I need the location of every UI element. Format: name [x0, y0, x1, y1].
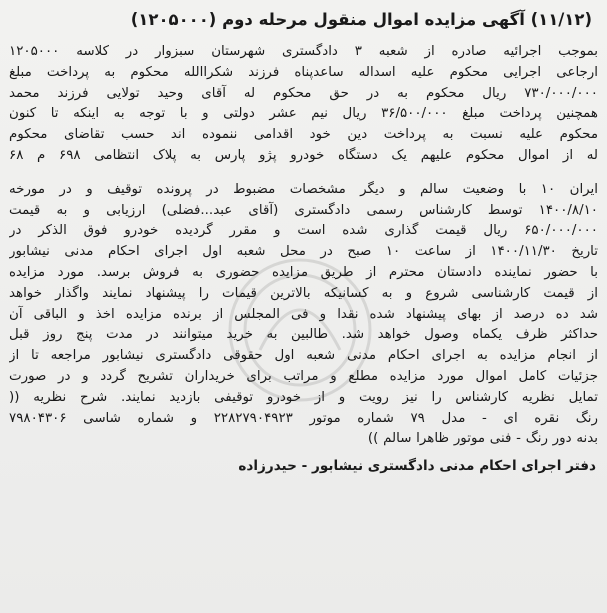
notice-line: بدنه دور رنگ - فنی موتور ظاهرا سالم )): [367, 431, 598, 447]
notice-line: له از اموال محکوم علیهم یک دستگاه خودرو پژو پارس به پلاک انتظامی ۶۹۸ م ۶۸: [9, 147, 598, 163]
notice-line: بموجب اجرائیه صادره از شعبه ۳ دادگستری شهرستان سبزوار در کلاسه ۱۲۰۵۰۰۰: [9, 44, 598, 59]
notice-line: ۱۴۰۰/۸/۱۰ توسط کارشناس رسمی دادگستری (آقای عبد...فضلی) ارزیابی و به قیمت: [9, 202, 598, 218]
notice-line: تمایل نظریه کارشناس را نیز رویت و از خودرو توقیفی بازدید نمایند. شرح نظریه ((: [9, 389, 598, 405]
notice-line: شد ده درصد از بهای پیشنهاد شده نقدا و فی المجلس از برنده مزایده اخذ و الباقی آن: [9, 306, 598, 322]
notice-line: با حضور نماینده دادستان محترم از طریق مزایده حضوری به فروش برسد. مورد مزایده: [9, 264, 598, 280]
notice-line: ارجاعی اجرایی محکوم علیه اسداله ساعدپناه فرزند شکراالله محکوم به پرداخت مبلغ: [9, 64, 598, 80]
paragraph-gap: [9, 167, 598, 180]
notice-line: از انجام مزایده به اجرای احکام مدنی شعبه اول حقوقی دادگستری نیشابور مراجعه تا از: [9, 348, 598, 364]
notice-line: از قیمت کارشناسی شروع و به کسانیکه بالاترین قیمات را پیشنهاد نمایند واگذار خواهد: [9, 285, 598, 301]
notice-line: ایران ۱۰ با وضعیت سالم و دیگر مشخصات مضبوط در پرونده توقیف و در مورخه: [9, 181, 598, 197]
notice-line: تاریخ ۱۴۰۰/۱۱/۳۰ از ساعت ۱۰ صبح در محل شعبه اول اجرای احکام مدنی نیشابور: [9, 244, 598, 260]
notice-line: ۷۳۰/۰۰۰/۰۰۰ ریال محکوم به در حق محکوم له آقای وحید تولایی فرزند محمد: [9, 85, 598, 101]
notice-line: رنگ نقره ای - مدل ۷۹ شماره موتور ۲۲۸۲۷۹۰۴۹۲۳ و شماره شاسی ۷۹۸۰۴۳۰۶: [9, 410, 598, 426]
notice-line: ۶۵۰/۰۰۰/۰۰۰ ریال قیمت گذاری شده است و مقرر گردیده خودرو فوق الذکر در: [9, 223, 598, 239]
notice-signature: دفتر اجرای احکام مدنی دادگستری نیشابور - حیدرزاده: [238, 458, 596, 475]
notice-line: همچنین پرداخت مبلغ ۳۶/۵۰۰/۰۰۰ ریال نیم عشر دولتی و با توجه به اینکه تا کنون: [9, 106, 598, 122]
notice-line: جزئیات کامل اموال مورد مزایده مطلع و مراتب برای خریداران تشریح گردد و در صورت: [9, 368, 598, 384]
notice-line: محکوم علیه نسبت به پرداخت دین خود اقدامی ننموده اند حسب تقاضای محکوم: [9, 127, 598, 143]
notice-body: [9, 42, 598, 450]
notice-title: (۱۱/۱۲) آگهی مزایده اموال منقول مرحله دوم (۱۲۰۵۰۰۰): [130, 10, 592, 29]
notice-line: حداکثر ظرف یکماه وصول خواهد شد. طالبین به خرید میتوانند در مدت پنج روز قبل: [9, 327, 598, 343]
